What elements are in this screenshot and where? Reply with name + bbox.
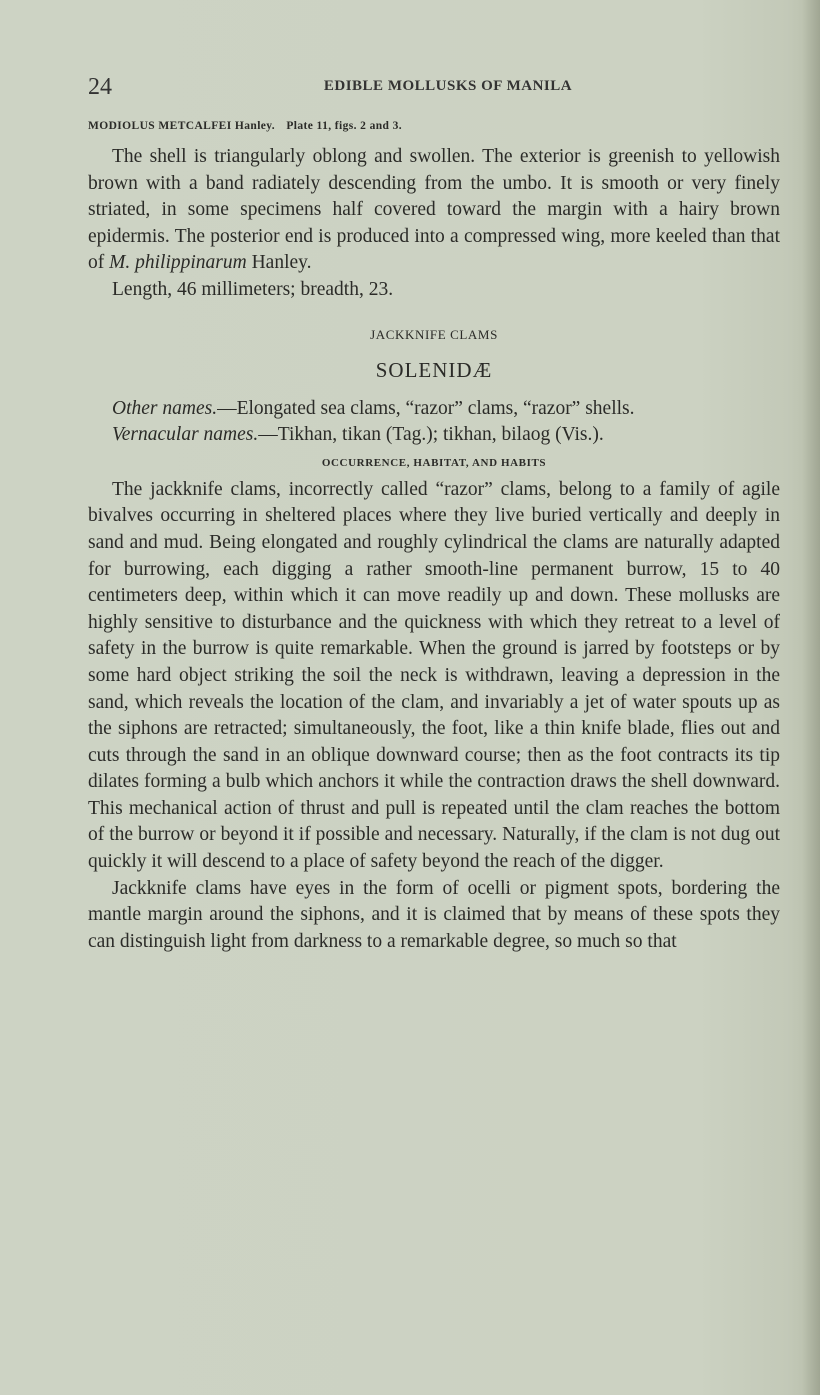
other-names-label: Other names. (112, 397, 218, 419)
species-heading (88, 118, 780, 134)
paragraph-ocelli: Jackknife clams have eyes in the form of ocelli or pigment spots, bordering the mantle margin around the siphons, and it is claimed that by means of these spots they can distinguish light from darkness to a remarkable degree, so much so that (88, 877, 780, 952)
vernacular-label: Vernacular names. (112, 424, 259, 446)
description-text-end: Hanley. (246, 252, 312, 274)
species-name: MODIOLUS METCALFEI (88, 120, 232, 132)
family-heading: SOLENIDÆ (375, 357, 493, 382)
description-italic-name: M. philippinarum (109, 252, 247, 274)
description-text: The shell is triangularly oblong and swollen. The exterior is greenish to yellowish brown with a band radiately descending from the umbo. It is smooth or very finely striated, in some specimens half covered toward the margin with a hairy brown epidermis. The posterior end is produced into a compressed wing, more keeled than that of (88, 146, 780, 274)
plate-reference: Plate 11, figs. 2 and 3. (286, 120, 403, 132)
species-author: Hanley. (234, 120, 276, 132)
vernacular-names (88, 422, 780, 449)
page-edge-shadow (802, 0, 820, 1395)
vernacular-text: —Tikhan, tikan (Tag.); tikhan, bilaog (Vis.). (258, 424, 604, 446)
page-number: 24 (88, 74, 112, 100)
species-description (88, 144, 780, 277)
occurrence-subheading: OCCURRENCE, HABITAT, AND HABITS (321, 456, 547, 469)
species-measurements: Length, 46 millimeters; breadth, 23. (112, 278, 394, 300)
common-name-heading: JACKKNIFE CLAMS (370, 326, 498, 342)
paragraph-occurrence: The jackknife clams, incorrectly called “razor” clams, belong to a family of agile bivalves occurring in sheltered places where they live buried vertically and deeply in sand and mud. Being elongated and roughly cylindrical the clams are naturally adapted for burrowing, each digging a rather smooth-line permanent burrow, 15 to 40 centimeters deep, within which it can move readily up and down. These mollusks are highly sensitive to disturbance and the quickness with which they retreat to a level of safety in the burrow is quite remarkable. When the ground is jarred by footsteps or by some hard object striking the soil the neck is withdrawn, leaving a depression in the sand, which reveals the location of the clam, and invariably a jet of water spouts up as the siphons are retracted; simultaneously, the foot, like a thin knife blade, flies out and cuts through the sand in an oblique downward course; then as the foot contracts its tip dilates forming a bulb which anchors it while the contraction draws the shell downward. This mechanical action of thrust and pull is repeated until the clam reaches the bottom of the burrow or beyond it if possible and necessary. Naturally, if the clam is not dug out quickly it will descend to a place of safety beyond the reach of the digger. (88, 478, 780, 873)
page-body (88, 118, 780, 955)
running-title: EDIBLE MOLLUSKS OF MANILA (323, 78, 573, 94)
page-header (88, 74, 778, 104)
other-names (88, 396, 780, 423)
other-names-text: —Elongated sea clams, “razor” clams, “razor” shells. (217, 397, 635, 419)
